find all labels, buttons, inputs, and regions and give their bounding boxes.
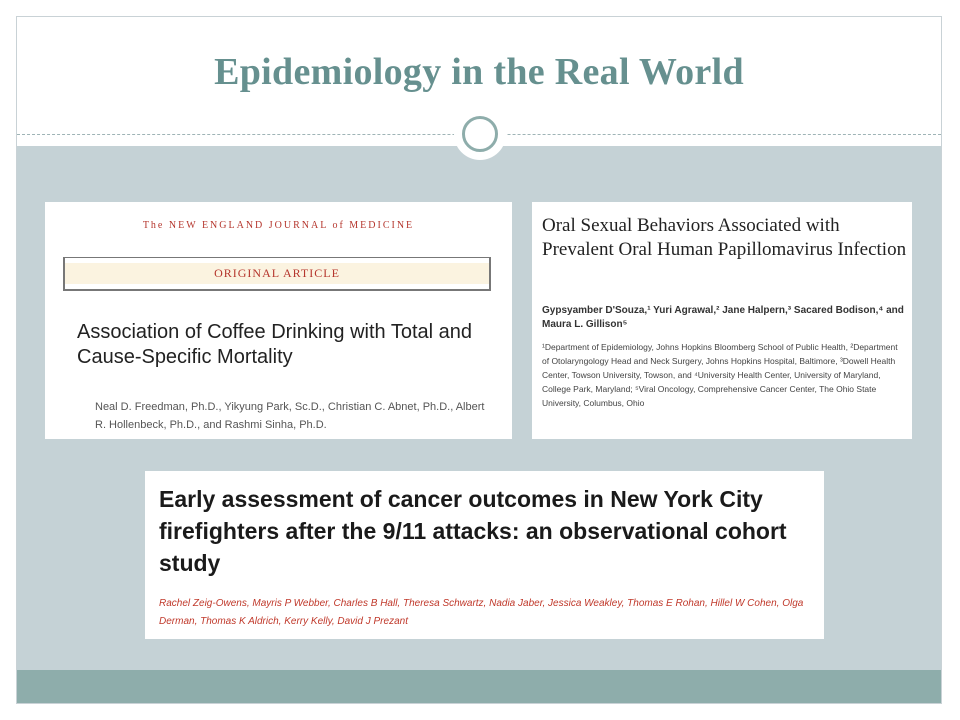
footer-band (17, 670, 941, 703)
article-authors: Rachel Zeig-Owens, Mayris P Webber, Charles B Hall, Theresa Schwartz, Nadia Jaber, Jessica Weakley, Thomas E Rohan, Hillel W Cohen, Olga Derman, Thomas K Aldrich, Kerry Kelly, David J Prezant (159, 598, 804, 627)
circle-ornament-icon (454, 108, 506, 160)
article-authors: Neal D. Freedman, Ph.D., Yikyung Park, Sc.D., Christian C. Abnet, Ph.D., Albert R. Hollenbeck, Ph.D., and Rashmi Sinha, Ph.D. (95, 401, 485, 431)
ornament-ring (462, 116, 498, 152)
article-card-lancet (145, 471, 824, 639)
article-card-hpv (532, 202, 912, 439)
slide-title: Epidemiology in the Real World (214, 51, 744, 93)
article-authors: Gypsyamber D'Souza,¹ Yuri Agrawal,² Jane Halpern,³ Sacared Bodison,⁴ and Maura L. Gillison⁵ (542, 305, 904, 330)
article-title: Early assessment of cancer outcomes in New York City firefighters after the 9/11 attacks: an observational cohort study (159, 486, 787, 576)
article-affiliations: ¹Department of Epidemiology, Johns Hopkins Bloomberg School of Public Health, ²Department of Otolaryngology Head and Neck Surgery, Johns Hopkins Hospital, Baltimore, ³Dowell Health Center, Towson University, Towson, and ⁴University Health Center, University of Maryland, College Park, Maryland; ⁵Viral Oncology, Comprehensive Cancer Center, The Ohio State University, Columbus, Ohio (542, 342, 898, 408)
article-title: Oral Sexual Behaviors Associated with Prevalent Oral Human Papillomavirus Infection (542, 215, 907, 260)
article-card-nejm (45, 202, 512, 439)
journal-name: The NEW ENGLAND JOURNAL of MEDICINE (142, 220, 415, 231)
article-type-label: ORIGINAL ARTICLE (65, 263, 489, 284)
article-title: Association of Coffee Drinking with Total and Cause-Specific Mortality (77, 321, 473, 368)
article-type-box (63, 257, 491, 291)
